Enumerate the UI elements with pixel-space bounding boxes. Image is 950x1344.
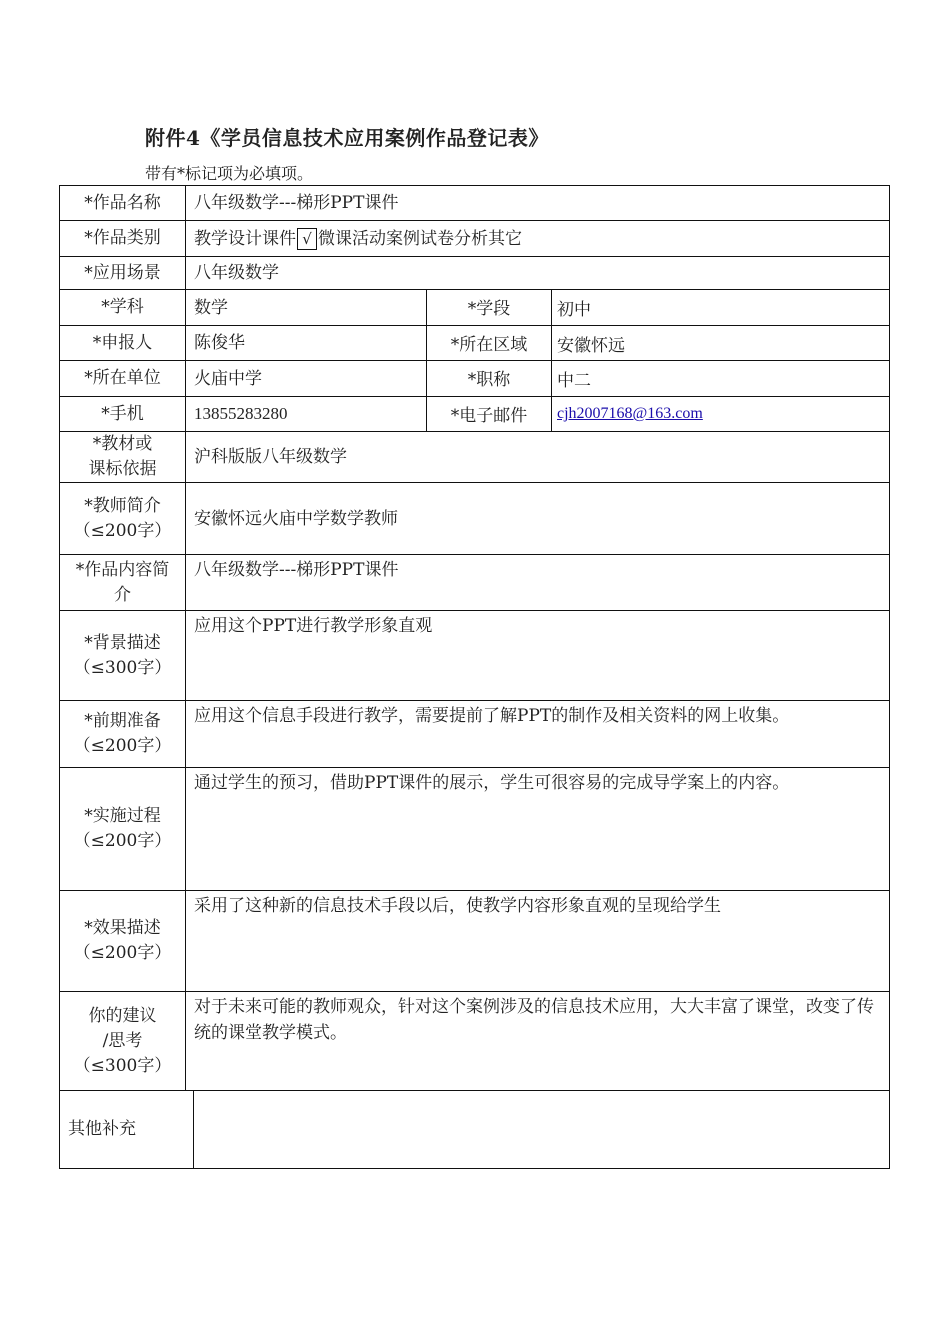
phone-label: *手机 xyxy=(60,397,186,431)
content-value[interactable]: 八年级数学---梯形PPT课件 xyxy=(194,560,399,580)
name-value[interactable]: 八年级数学---梯形PPT课件 xyxy=(194,193,399,213)
row-scene xyxy=(59,257,890,290)
type-option-text-rest: 微课活动案例试卷分析其它 xyxy=(318,228,522,249)
row-applicant xyxy=(59,326,890,361)
type-value xyxy=(194,221,883,256)
row-basis xyxy=(59,432,890,483)
suggestion-value[interactable]: 对于未来可能的教师观众，针对这个案例涉及的信息技术应用，大大丰富了课堂，改变了传统的课堂教学模式。 xyxy=(194,997,874,1043)
process-label: *实施过程 （≤200字） xyxy=(60,768,186,890)
region-value[interactable]: 安徽怀远 xyxy=(557,335,625,356)
unit-label: *所在单位 xyxy=(60,361,186,396)
job-title-value[interactable]: 中二 xyxy=(557,371,591,391)
row-effect xyxy=(59,891,890,992)
process-value[interactable]: 通过学生的预习，借助PPT课件的展示，学生可很容易的完成导学案上的内容。 xyxy=(194,773,790,793)
stage-value[interactable]: 初中 xyxy=(557,300,591,320)
row-teacher xyxy=(59,483,890,555)
email-label: *电子邮件 xyxy=(426,397,552,431)
basis-value[interactable]: 沪科版版八年级数学 xyxy=(194,447,347,467)
row-suggestion xyxy=(59,992,890,1091)
teacher-label: *教师简介 （≤200字） xyxy=(60,483,186,554)
name-label: *作品名称 xyxy=(60,186,186,220)
subject-value[interactable]: 数学 xyxy=(194,297,228,318)
scene-value[interactable]: 八年级数学 xyxy=(194,263,279,283)
row-process xyxy=(59,768,890,891)
stage-label: *学段 xyxy=(426,290,552,325)
applicant-label: *申报人 xyxy=(60,326,186,360)
job-title-label: *职称 xyxy=(426,361,552,396)
subject-label: *学科 xyxy=(60,290,186,325)
phone-value[interactable]: 13855283280 xyxy=(194,404,288,423)
row-type xyxy=(59,221,890,257)
row-content xyxy=(59,555,890,611)
background-label: *背景描述 （≤300字） xyxy=(60,611,186,700)
prep-label: *前期准备 （≤200字） xyxy=(60,701,186,767)
email-link[interactable]: cjh2007168@163.com xyxy=(557,405,703,422)
unit-value[interactable]: 火庙中学 xyxy=(194,368,262,389)
applicant-value[interactable]: 陈俊华 xyxy=(194,333,245,353)
other-label: 其他补充 xyxy=(60,1091,194,1168)
row-other xyxy=(59,1091,890,1169)
row-name xyxy=(59,185,890,221)
type-label: *作品类别 xyxy=(60,221,186,256)
effect-value[interactable]: 采用了这种新的信息技术手段以后，使教学内容形象直观的呈现给学生 xyxy=(194,896,721,916)
row-prep xyxy=(59,701,890,768)
content-label: *作品内容简 介 xyxy=(60,555,186,610)
required-note: 带有*标记项为必填项。 xyxy=(145,164,314,183)
checkbox-checked-icon[interactable]: √ xyxy=(297,228,317,250)
page-title: 附件4《学员信息技术应用案例作品登记表》 xyxy=(145,126,549,150)
region-label: *所在区域 xyxy=(426,326,552,360)
type-option-text: 教学设计课件 xyxy=(194,228,296,249)
background-value[interactable]: 应用这个PPT进行教学形象直观 xyxy=(194,616,433,636)
row-unit xyxy=(59,361,890,397)
effect-label: *效果描述 （≤200字） xyxy=(60,891,186,991)
row-subject xyxy=(59,290,890,326)
prep-value[interactable]: 应用这个信息手段进行教学，需要提前了解PPT的制作及相关资料的网上收集。 xyxy=(194,706,790,726)
suggestion-label: 你的建议 /思考 （≤300字） xyxy=(60,992,186,1090)
scene-label: *应用场景 xyxy=(60,257,186,289)
basis-label: *教材或 课标依据 xyxy=(60,432,186,482)
row-phone xyxy=(59,397,890,432)
row-background xyxy=(59,611,890,701)
teacher-value[interactable]: 安徽怀远火庙中学数学教师 xyxy=(194,508,398,529)
